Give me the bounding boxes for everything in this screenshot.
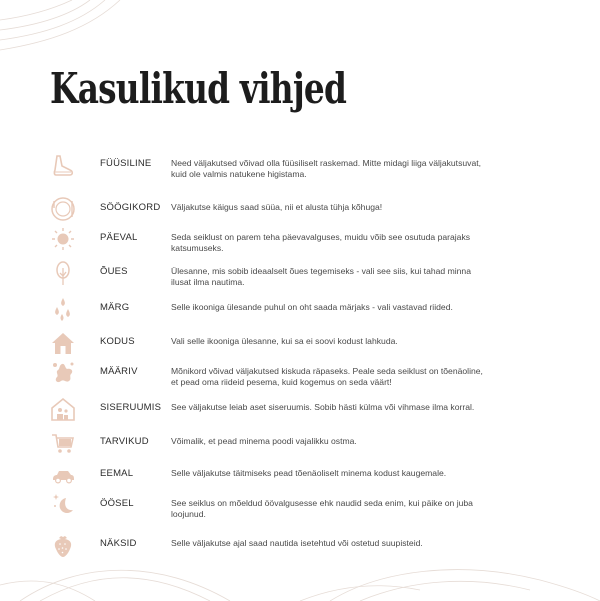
tip-description: Mõnikord võivad väljakutsed kiskuda räpaseks. Peale seda seiklust on tõenäoline, et pead oma riideid pesema, kuid kogemus on seda väärt! [171, 366, 483, 387]
splash-icon [48, 358, 78, 388]
raindrops-icon [48, 294, 78, 324]
tip-description: Vali selle ikooniga ülesanne, kui sa ei soovi kodust lahkuda. [171, 336, 398, 346]
tip-row [0, 394, 600, 426]
tip-description: Selle ikooniga ülesande puhul on oht saada märjaks - vali vastavad riided. [171, 302, 453, 312]
car-icon [48, 460, 78, 490]
tip-description: See väljakutse leiab aset siseruumis. Sobib hästi külma või vihmase ilma korral. [171, 402, 475, 412]
tip-name: ÕUES [100, 266, 128, 277]
plate-icon [48, 194, 78, 224]
house-icon [48, 328, 78, 358]
tip-name: NÄKSID [100, 538, 137, 549]
tip-row [0, 194, 600, 226]
indoor-icon [48, 394, 78, 424]
tip-row [0, 258, 600, 290]
tip-description: Võimalik, et pead minema poodi vajalikku ostma. [171, 436, 357, 446]
tip-row [0, 530, 600, 562]
tip-row [0, 224, 600, 256]
tip-row [0, 460, 600, 492]
tip-name: MÄÄRIV [100, 366, 138, 377]
tip-row [0, 294, 600, 326]
tip-name: EEMAL [100, 468, 134, 479]
tip-row [0, 328, 600, 360]
tip-row [0, 490, 600, 522]
tip-name: MÄRG [100, 302, 130, 313]
sun-icon [48, 224, 78, 254]
tip-description: Seda seiklust on parem teha päevavalguses, muidu võib see osutuda parajaks katsumuseks. [171, 232, 471, 253]
tip-name: SÖÖGIKORD [100, 202, 161, 213]
tip-name: ÖÖSEL [100, 498, 134, 509]
tip-description: Need väljakutsed võivad olla füüsiliselt raskemad. Mitte midagi liiga väljakutsuvat, kuid ole valmis natukene higistama. [171, 158, 482, 179]
tip-name: PÄEVAL [100, 232, 138, 243]
shoe-icon [48, 150, 78, 180]
tip-description: See seiklus on mõeldud öövalgusesse ehk naudid seda enim, kui päike on juba loojunud. [171, 498, 473, 519]
tip-description: Ülesanne, mis sobib ideaalselt õues tegemiseks - vali see siis, kui tahad minna ilusat ilma nautima. [171, 266, 471, 287]
moon-icon [48, 490, 78, 520]
cart-icon [48, 428, 78, 458]
tip-row [0, 358, 600, 390]
tip-row [0, 428, 600, 460]
strawberry-icon [48, 530, 78, 560]
page-title: Kasulikud vihjed [50, 64, 347, 113]
tip-row [0, 150, 600, 182]
tip-description: Selle väljakutse ajal saad nautida isetehtud või ostetud suupisteid. [171, 538, 423, 548]
tip-description: Selle väljakutse täitmiseks pead tõenäoliselt minema kodust kaugemale. [171, 468, 447, 478]
tip-description: Väljakutse käigus saad süüa, nii et alusta tühja kõhuga! [171, 202, 383, 212]
tip-name: FÜÜSILINE [100, 158, 152, 169]
tip-name: KODUS [100, 336, 135, 347]
tree-icon [48, 258, 78, 288]
tip-name: TARVIKUD [100, 436, 149, 447]
tip-name: SISERUUMIS [100, 402, 162, 413]
